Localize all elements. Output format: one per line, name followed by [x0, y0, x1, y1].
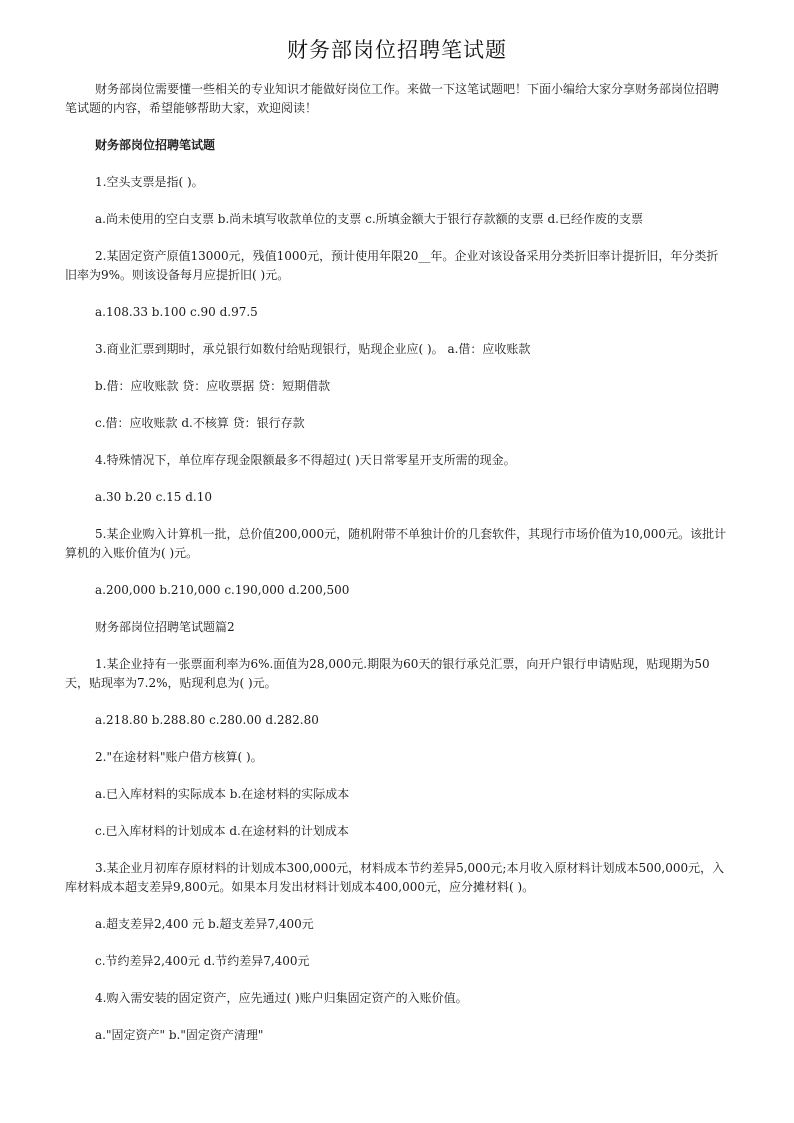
- s2-question-2-options-ab: a.已入库材料的实际成本 b.在途材料的实际成本: [95, 787, 350, 801]
- question-4-text: 4.特殊情况下，单位库存现金限额最多不得超过( )天日常零星开支所需的现金。: [95, 453, 516, 467]
- intro-paragraph: 财务部岗位需要懂一些相关的专业知识才能做好岗位工作。来做一下这笔试题吧！下面小编给大家分享财务部岗位招聘笔试题的内容，希望能够帮助大家，欢迎阅读！: [65, 82, 720, 115]
- s2-question-2-text: 2."在途材料"账户借方核算( )。: [95, 750, 263, 764]
- s2-question-1-options: a.218.80 b.288.80 c.280.00 d.282.80: [95, 713, 319, 727]
- s2-question-3-options-ab: a.超支差异2,400 元 b.超支差异7,400元: [95, 917, 314, 931]
- question-3-text: 3.商业汇票到期时，承兑银行如数付给贴现银行，贴现企业应( )。 a.借：应收账款: [95, 342, 531, 356]
- s2-question-4-text: 4.购入需安装的固定资产，应先通过( )账户归集固定资产的入账价值。: [95, 991, 468, 1005]
- s2-question-1-text: 1.某企业持有一张票面利率为6%.面值为28,000元.期限为60天的银行承兑汇票，向开户银行申请贴现，贴现期为50天，贴现率为7.2%，贴现利息为( )元。: [65, 657, 710, 690]
- question-3-options-c: c.借：应收账款 d.不核算 贷：银行存款: [95, 416, 305, 430]
- question-5-options: a.200,000 b.210,000 c.190,000 d.200,500: [95, 583, 350, 597]
- s2-question-4-options: a."固定资产" b."固定资产清理": [95, 1028, 264, 1042]
- document-body: [65, 80, 727, 1045]
- s2-question-3-text: 3.某企业月初库存原材料的计划成本300,000元，材料成本节约差异5,000元;本月收入原材料计划成本500,000元，入库材料成本超支差异9,800元。如果本月发出材料计划成本400,000元，应分摊材料( )。: [65, 861, 725, 894]
- question-4-options: a.30 b.20 c.15 d.10: [95, 490, 213, 504]
- question-3-options-b: b.借：应收账款 贷：应收票据 贷：短期借款: [95, 379, 331, 393]
- question-2-options: a.108.33 b.100 c.90 d.97.5: [95, 305, 258, 319]
- question-1-text: 1.空头支票是指( )。: [95, 175, 204, 189]
- section-heading: 财务部岗位招聘笔试题: [95, 138, 216, 152]
- s2-question-2-options-cd: c.已入库材料的计划成本 d.在途材料的计划成本: [95, 824, 349, 838]
- question-1-options: a.尚未使用的空白支票 b.尚未填写收款单位的支票 c.所填金额大于银行存款额的支票 d.已经作废的支票: [95, 212, 643, 226]
- document-title: 财务部岗位招聘笔试题: [287, 38, 507, 62]
- s2-question-3-options-cd: c.节约差异2,400元 d.节约差异7,400元: [95, 954, 310, 968]
- question-2-text: 2.某固定资产原值13000元，残值1000元，预计使用年限20__年。企业对该设备采用分类折旧率计提折旧，年分类折旧率为9%。则该设备每月应提折旧( )元。: [65, 249, 719, 282]
- question-5-text: 5.某企业购入计算机一批，总价值200,000元，随机附带不单独计价的几套软件，其现行市场价值为10,000元。该批计算机的入账价值为( )元。: [65, 527, 727, 560]
- section-2-heading: 财务部岗位招聘笔试题篇2: [95, 620, 235, 634]
